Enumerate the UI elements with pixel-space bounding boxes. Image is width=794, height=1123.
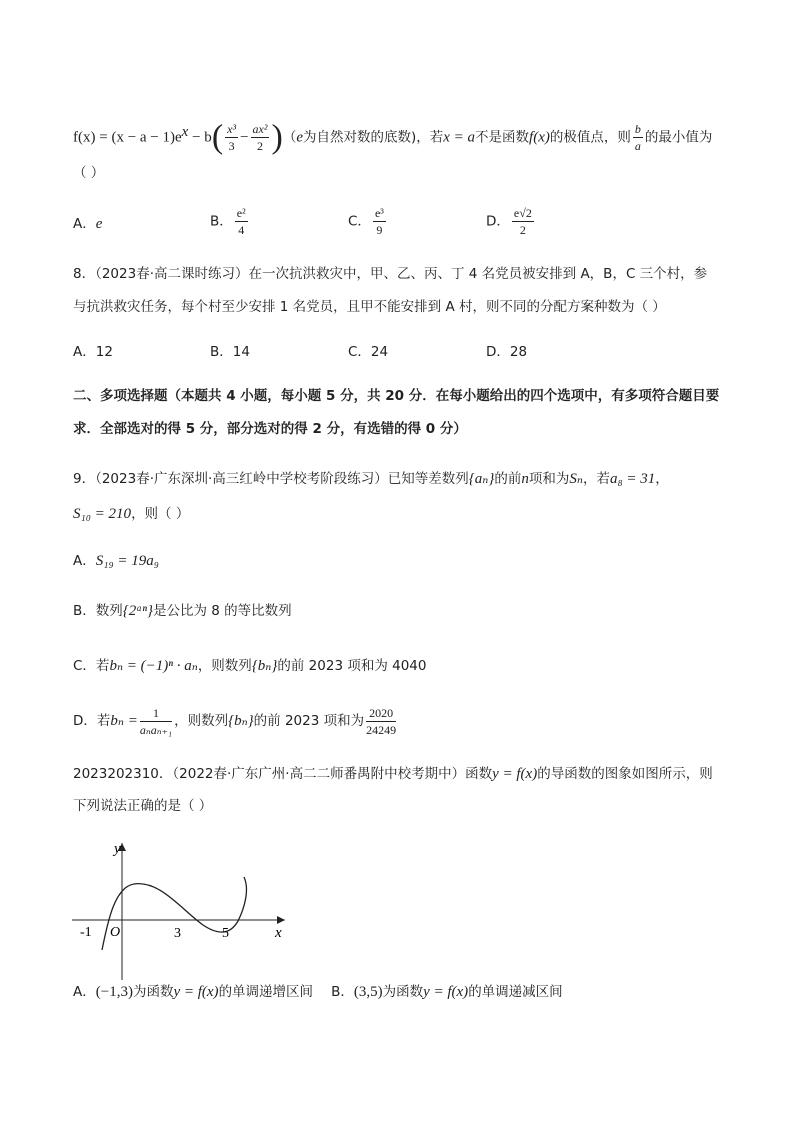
derivative-graph	[60, 835, 300, 985]
tick-label-5: 5	[222, 926, 229, 941]
q7-stem: $f(x) = (x - a - 1)e^x - b$( $\frac{\text{x³}}{3}$ − $\frac{\text{ax²}}{2}$ )（e为自然对数的底数)，若x = a不是函数f(x)的极值点，则 $\frac{b}{a}$ 的最小值为	[73, 118, 713, 156]
q7-answer-paren: （ ）	[73, 165, 105, 181]
y-axis-label: y	[114, 841, 121, 857]
q9-option-c: C．若bₙ = (−1)ⁿ · aₙ，则数列{bₙ}的前 2023 项和为 4040	[73, 658, 427, 674]
section-heading-line2: 求．全部选对的得 5 分，部分选对的得 2 分，有选错的得 0 分）	[73, 421, 467, 437]
q9-option-b: B．数列{2ᵃⁿ}是公比为 8 的等比数列	[73, 603, 292, 619]
q7-exp-x: x	[181, 124, 189, 140]
q7-frac1: $\frac{\text{x³}}{3}$	[227, 122, 237, 153]
tick-label-3: 3	[174, 926, 181, 941]
q8-option-d: D．28	[486, 344, 528, 360]
q10-options: A．(−1,3)为函数y = f(x)的单调递增区间 B．(3,5)为函数y = f(x)的单调递减区间	[73, 984, 563, 1000]
q8-option-a: A．12	[73, 344, 113, 360]
x-axis-label: x	[275, 925, 282, 941]
q7-option-b: B． $\frac{\text{e²}}{4}$	[210, 206, 246, 237]
q8-option-c: C．24	[348, 344, 389, 360]
q9-option-d: D．若bₙ = $\frac{1}{\text{aₙaₙ₊₁}}$ ，则数列{bₙ}的前 2023 项和为 $\frac{2020}{24249}$	[73, 705, 397, 737]
q9-line2: S₁₀ = 210，则（ ）	[73, 506, 190, 522]
q8-line1: 8．（2023春·高二课时练习）在一次抗洪救灾中，甲、乙、丙、丁 4 名党员被安排到 A，B，C 三个村，参	[73, 266, 708, 282]
q9-option-a: A．S₁₉ = 19a₉	[73, 553, 160, 569]
q7-close-paren: )	[271, 118, 283, 156]
q7-open-paren: (	[211, 118, 224, 156]
q7-minus-b: − b	[188, 129, 212, 146]
origin-label: O	[110, 925, 121, 940]
x-axis-arrow	[277, 916, 285, 924]
q7-option-d: D． $\frac{e√2}{2}$	[486, 206, 532, 237]
section-heading-line1: 二、多项选择题（本题共 4 小题，每小题 5 分，共 20 分．在每小题给出的四个选项中，有多项符合题目要	[73, 388, 720, 404]
q7-option-c: C． $\frac{\text{e³}}{9}$	[348, 206, 384, 237]
q9-line1: 9．（2023春·广东深圳·高三红岭中学校考阶段练习）已知等差数列{aₙ}的前n项和为Sₙ，若a₈ = 31，	[73, 471, 669, 487]
q10-line1: 2023202310．（2022春·广东广州·高二二师番禺附中校考期中）函数y = f(x)的导函数的图象如图所示，则	[73, 766, 713, 782]
q8-line2: 与抗洪救灾任务，每个村至少安排 1 名党员，且甲不能安排到 A 村，则不同的分配方案种数为（ ）	[73, 299, 666, 315]
q7-frac2: $\frac{\text{ax²}}{2}$	[252, 122, 268, 153]
q8-option-b: B．14	[210, 344, 250, 360]
tick-label-neg1: -1	[80, 925, 92, 940]
q7-option-a: A．e	[73, 216, 103, 232]
q10-line2: 下列说法正确的是（ ）	[73, 798, 213, 814]
q7-ratio: $\frac{b}{a}$	[634, 122, 641, 153]
q7-function-lhs: f(x) = (x − a − 1)e	[73, 129, 182, 146]
